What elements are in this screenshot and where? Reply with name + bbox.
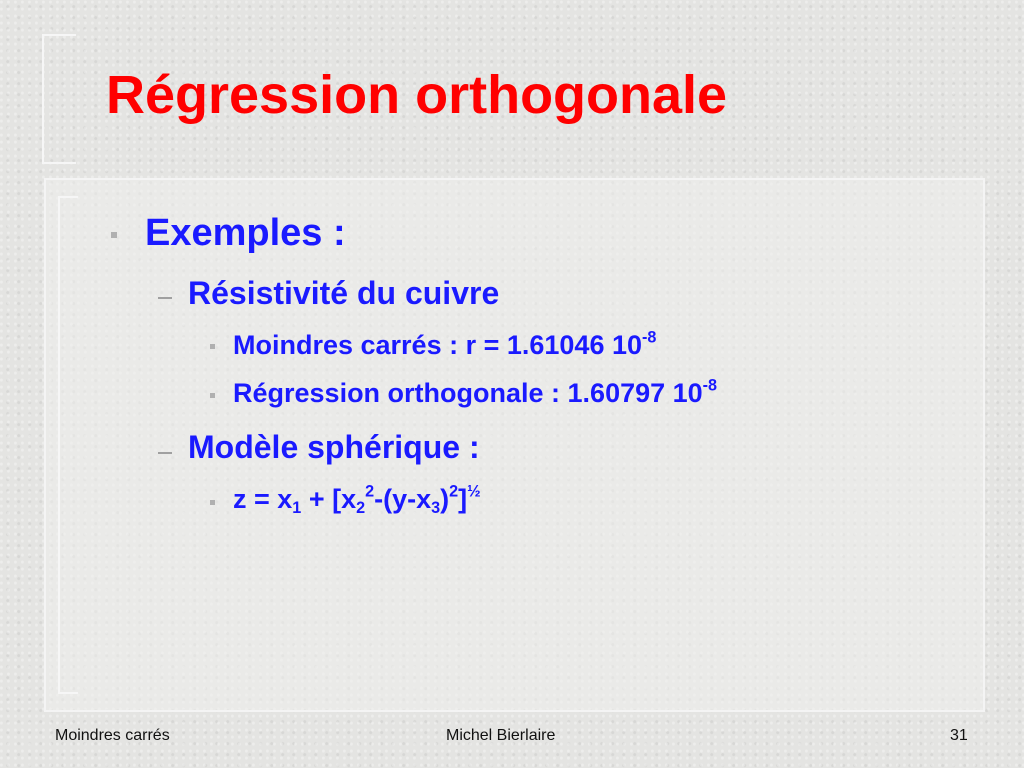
formula-part: ] bbox=[458, 484, 468, 514]
formula-part: + [x bbox=[301, 484, 357, 514]
item-text: Moindres carrés : r = 1.61046 10 bbox=[233, 330, 642, 360]
list-item bbox=[233, 376, 718, 408]
bullet-square-icon bbox=[210, 344, 215, 349]
level1-text: Exemples : bbox=[145, 212, 346, 254]
side-bracket bbox=[58, 196, 78, 694]
bullet-square-icon bbox=[111, 232, 117, 238]
formula-part: ) bbox=[440, 484, 450, 514]
formula bbox=[233, 482, 481, 517]
item-exponent: -8 bbox=[702, 376, 718, 395]
bullet-square-icon bbox=[210, 500, 215, 505]
title-bracket bbox=[42, 34, 76, 164]
formula-exponent: 2 bbox=[365, 482, 375, 501]
formula-subscript: 3 bbox=[431, 498, 441, 517]
content-panel bbox=[44, 178, 985, 712]
footer-left: Moindres carrés bbox=[55, 727, 170, 744]
section-heading: Résistivité du cuivre bbox=[188, 275, 500, 311]
formula-part: -(y-x bbox=[374, 484, 432, 514]
item-exponent: -8 bbox=[642, 328, 657, 347]
formula-exponent: 2 bbox=[449, 482, 459, 501]
slide-title: Régression orthogonale bbox=[106, 65, 728, 125]
item-text: Régression orthogonale : 1.60797 10 bbox=[233, 378, 703, 408]
section-heading: Modèle sphérique : bbox=[188, 429, 480, 465]
footer-page-number: 31 bbox=[950, 727, 968, 744]
formula-subscript: 1 bbox=[292, 498, 302, 517]
formula-exponent: ½ bbox=[467, 482, 481, 501]
dash-bullet-icon bbox=[158, 297, 172, 299]
dash-bullet-icon bbox=[158, 452, 172, 454]
footer-author: Michel Bierlaire bbox=[446, 727, 556, 744]
formula-subscript: 2 bbox=[356, 498, 366, 517]
list-item bbox=[233, 328, 657, 360]
bullet-square-icon bbox=[210, 393, 215, 398]
formula-part: z = x bbox=[233, 484, 293, 514]
